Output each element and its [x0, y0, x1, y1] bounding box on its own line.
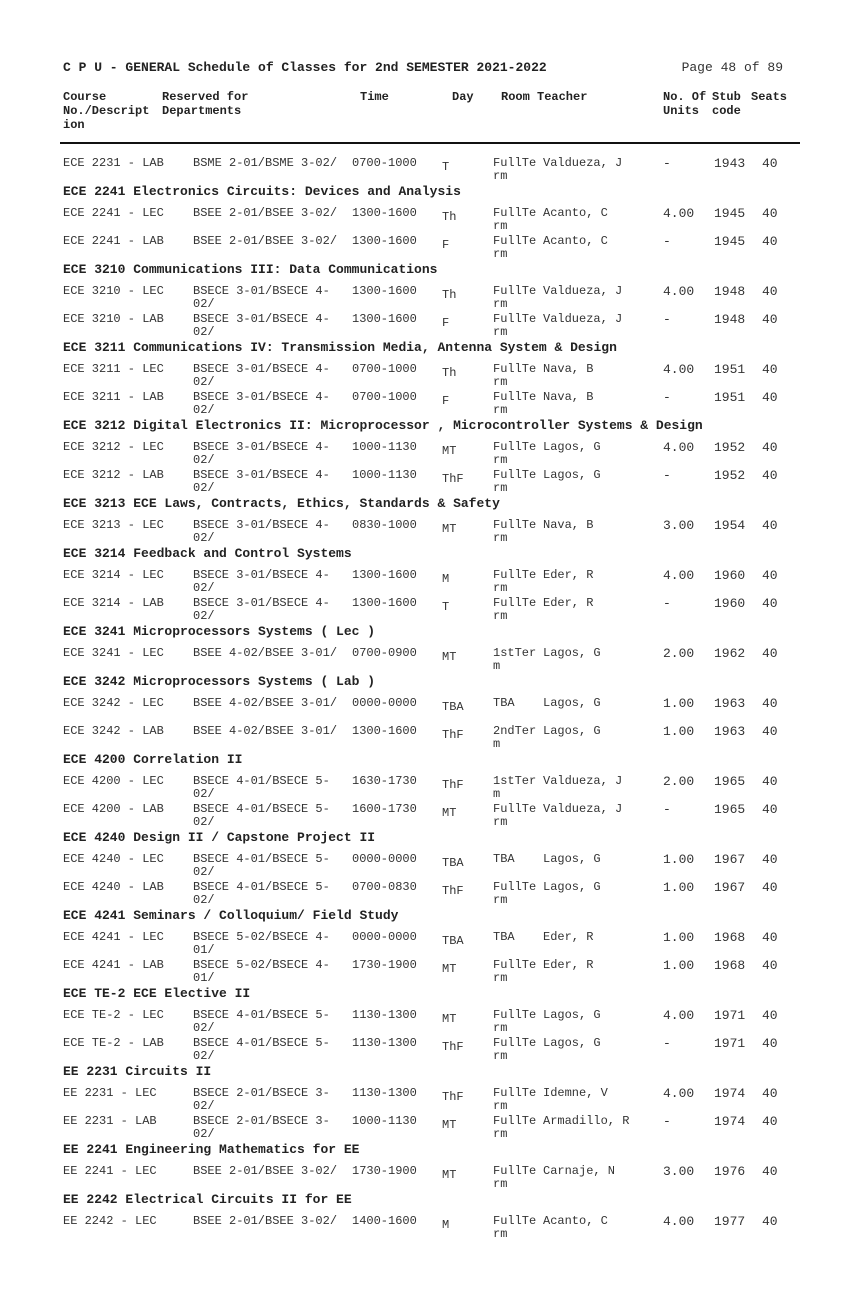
schedule-row: [0, 771, 850, 799]
course-title: ECE 2241 Electronics Circuits: Devices and Analysis: [63, 184, 461, 199]
course-code: EE 2241 - LEC: [63, 1164, 157, 1178]
units: 4.00: [663, 1008, 695, 1023]
seats: 40: [762, 568, 778, 583]
course-code: ECE 4241 - LAB: [63, 958, 164, 972]
seats: 40: [762, 1114, 778, 1129]
teacher: Lagos, G: [543, 440, 601, 454]
stub-code: 1963: [714, 696, 746, 711]
class-day: ThF: [442, 778, 464, 792]
class-day: ThF: [442, 1040, 464, 1054]
stub-code: 1965: [714, 802, 746, 817]
schedule-row: [0, 721, 850, 749]
course-code: ECE 3242 - LEC: [63, 696, 164, 710]
room: FullTe rm: [493, 596, 537, 623]
room: FullTe rm: [493, 468, 537, 495]
stub-code: 1967: [714, 852, 746, 867]
course-code: ECE 3212 - LEC: [63, 440, 164, 454]
stub-code: 1943: [714, 156, 746, 171]
units: 4.00: [663, 206, 695, 221]
stub-code: 1965: [714, 774, 746, 789]
class-time: 1600-1730: [352, 802, 417, 816]
teacher: Lagos, G: [543, 724, 601, 738]
seats: 40: [762, 284, 778, 299]
seats: 40: [762, 646, 778, 661]
class-day: TBA: [442, 934, 464, 948]
schedule-row: [0, 955, 850, 983]
units: 3.00: [663, 1164, 695, 1179]
room: FullTe rm: [493, 568, 537, 595]
units: 4.00: [663, 284, 695, 299]
class-day: T: [442, 600, 450, 614]
schedule-row: [0, 515, 850, 543]
course-code: ECE 4241 - LEC: [63, 930, 164, 944]
units: 1.00: [663, 696, 695, 711]
units: -: [663, 1114, 671, 1129]
class-time: 1000-1130: [352, 468, 417, 482]
class-time: 1300-1600: [352, 234, 417, 248]
teacher: Lagos, G: [543, 696, 601, 710]
teacher: Eder, R: [543, 930, 594, 944]
reserved-departments: BSECE 3-01/BSECE 4- 02/: [193, 518, 330, 545]
teacher: Armadillo, R: [543, 1114, 630, 1128]
teacher: Valdueza, J: [543, 774, 623, 788]
stub-code: 1960: [714, 596, 746, 611]
reserved-departments: BSEE 4-02/BSEE 3-01/: [193, 646, 338, 660]
units: 4.00: [663, 1086, 695, 1101]
course-code: ECE 2241 - LAB: [63, 234, 164, 248]
schedule-row: [0, 231, 850, 259]
seats: 40: [762, 696, 778, 711]
class-time: 0000-0000: [352, 696, 417, 710]
units: 3.00: [663, 518, 695, 533]
class-time: 0700-1000: [352, 390, 417, 404]
seats: 40: [762, 1164, 778, 1179]
schedule-row: [0, 1005, 850, 1033]
seats: 40: [762, 1086, 778, 1101]
schedule-row: [0, 387, 850, 415]
schedule-row: [0, 877, 850, 905]
page-number: Page 48 of 89: [681, 60, 783, 75]
class-day: Th: [442, 288, 457, 302]
teacher: Idemne, V: [543, 1086, 608, 1100]
class-day: T: [442, 160, 450, 174]
class-day: TBA: [442, 856, 464, 870]
seats: 40: [762, 930, 778, 945]
units: -: [663, 802, 671, 817]
class-time: 1300-1600: [352, 312, 417, 326]
course-code: ECE TE-2 - LAB: [63, 1036, 164, 1050]
units: 4.00: [663, 362, 695, 377]
room: FullTe rm: [493, 362, 537, 389]
teacher: Valdueza, J: [543, 284, 623, 298]
schedule-row: [0, 153, 850, 181]
reserved-departments: BSECE 4-01/BSECE 5- 02/: [193, 774, 330, 801]
stub-code: 1952: [714, 468, 746, 483]
reserved-departments: BSEE 2-01/BSEE 3-02/: [193, 1164, 338, 1178]
class-day: MT: [442, 444, 457, 458]
units: 4.00: [663, 1214, 695, 1229]
class-day: ThF: [442, 728, 464, 742]
stub-code: 1967: [714, 880, 746, 895]
schedule-row: [0, 203, 850, 231]
units: -: [663, 156, 671, 171]
teacher: Lagos, G: [543, 468, 601, 482]
teacher: Acanto, C: [543, 206, 608, 220]
class-day: MT: [442, 806, 457, 820]
reserved-departments: BSEE 2-01/BSEE 3-02/: [193, 1214, 338, 1228]
course-title: ECE 3242 Microprocessors Systems ( Lab ): [63, 674, 376, 689]
teacher: Lagos, G: [543, 880, 601, 894]
class-time: 1130-1300: [352, 1086, 417, 1100]
class-day: M: [442, 1218, 450, 1232]
teacher: Valdueza, J: [543, 312, 623, 326]
room: FullTe rm: [493, 234, 537, 261]
course-code: ECE 4200 - LEC: [63, 774, 164, 788]
class-time: 1130-1300: [352, 1036, 417, 1050]
room: FullTe rm: [493, 440, 537, 467]
course-code: EE 2231 - LAB: [63, 1114, 157, 1128]
reserved-departments: BSECE 4-01/BSECE 5- 02/: [193, 1008, 330, 1035]
class-time: 0700-0830: [352, 880, 417, 894]
course-title: ECE 3241 Microprocessors Systems ( Lec ): [63, 624, 376, 639]
seats: 40: [762, 852, 778, 867]
teacher: Valdueza, J: [543, 156, 623, 170]
seats: 40: [762, 802, 778, 817]
col-header-room-teacher: Room Teacher: [501, 90, 588, 104]
room: FullTe rm: [493, 880, 537, 907]
reserved-departments: BSECE 4-01/BSECE 5- 02/: [193, 880, 330, 907]
course-code: ECE 3210 - LAB: [63, 312, 164, 326]
schedule-row: [0, 565, 850, 593]
teacher: Acanto, C: [543, 234, 608, 248]
course-title: ECE 3214 Feedback and Control Systems: [63, 546, 352, 561]
units: 1.00: [663, 852, 695, 867]
class-time: 1300-1600: [352, 284, 417, 298]
units: -: [663, 468, 671, 483]
course-title: ECE 4240 Design II / Capstone Project II: [63, 830, 376, 845]
class-day: TBA: [442, 700, 464, 714]
room: FullTe rm: [493, 206, 537, 233]
schedule-row: [0, 1211, 850, 1239]
units: -: [663, 1036, 671, 1051]
stub-code: 1974: [714, 1114, 746, 1129]
reserved-departments: BSECE 4-01/BSECE 5- 02/: [193, 802, 330, 829]
schedule-row: [0, 1033, 850, 1061]
units: -: [663, 312, 671, 327]
class-time: 0000-0000: [352, 930, 417, 944]
room: FullTe rm: [493, 312, 537, 339]
room: FullTe rm: [493, 390, 537, 417]
course-title: ECE 3210 Communications III: Data Communications: [63, 262, 438, 277]
teacher: Lagos, G: [543, 1036, 601, 1050]
class-day: ThF: [442, 1090, 464, 1104]
room: FullTe rm: [493, 1164, 537, 1191]
units: 1.00: [663, 958, 695, 973]
schedule-row: [0, 643, 850, 671]
room: FullTe rm: [493, 958, 537, 985]
seats: 40: [762, 880, 778, 895]
reserved-departments: BSEE 2-01/BSEE 3-02/: [193, 206, 338, 220]
course-title: ECE 3211 Communications IV: Transmission Media, Antenna System & Design: [63, 340, 617, 355]
class-time: 0830-1000: [352, 518, 417, 532]
course-title: EE 2241 Engineering Mathematics for EE: [63, 1142, 360, 1157]
class-time: 1300-1600: [352, 724, 417, 738]
reserved-departments: BSECE 2-01/BSECE 3- 02/: [193, 1114, 330, 1141]
course-code: ECE 4240 - LEC: [63, 852, 164, 866]
stub-code: 1951: [714, 390, 746, 405]
page-title: C P U - GENERAL Schedule of Classes for 2nd SEMESTER 2021-2022: [63, 60, 547, 75]
class-time: 1730-1900: [352, 958, 417, 972]
class-time: 0700-1000: [352, 156, 417, 170]
reserved-departments: BSEE 4-02/BSEE 3-01/: [193, 696, 338, 710]
room: TBA: [493, 696, 515, 710]
course-code: ECE 3212 - LAB: [63, 468, 164, 482]
class-day: Th: [442, 366, 457, 380]
units: 1.00: [663, 724, 695, 739]
course-code: ECE 2241 - LEC: [63, 206, 164, 220]
stub-code: 1962: [714, 646, 746, 661]
teacher: Lagos, G: [543, 852, 601, 866]
schedule-row: [0, 465, 850, 493]
units: -: [663, 234, 671, 249]
seats: 40: [762, 468, 778, 483]
units: 4.00: [663, 568, 695, 583]
course-title: EE 2242 Electrical Circuits II for EE: [63, 1192, 352, 1207]
class-day: F: [442, 394, 450, 408]
teacher: Eder, R: [543, 596, 594, 610]
reserved-departments: BSECE 4-01/BSECE 5- 02/: [193, 1036, 330, 1063]
schedule-row: [0, 849, 850, 877]
teacher: Acanto, C: [543, 1214, 608, 1228]
seats: 40: [762, 312, 778, 327]
course-code: ECE 4240 - LAB: [63, 880, 164, 894]
schedule-row: [0, 1111, 850, 1139]
teacher: Nava, B: [543, 390, 594, 404]
course-code: ECE 2231 - LAB: [63, 156, 164, 170]
class-day: MT: [442, 1118, 457, 1132]
room: TBA: [493, 930, 515, 944]
seats: 40: [762, 234, 778, 249]
units: 2.00: [663, 646, 695, 661]
seats: 40: [762, 440, 778, 455]
schedule-row: [0, 437, 850, 465]
class-day: MT: [442, 962, 457, 976]
room: 1stTer m: [493, 774, 537, 801]
schedule-row: [0, 1161, 850, 1189]
stub-code: 1945: [714, 206, 746, 221]
seats: 40: [762, 1214, 778, 1229]
course-code: ECE 3242 - LAB: [63, 724, 164, 738]
seats: 40: [762, 774, 778, 789]
reserved-departments: BSME 2-01/BSME 3-02/: [193, 156, 338, 170]
col-header-stub: Stub code: [712, 90, 741, 118]
units: -: [663, 596, 671, 611]
stub-code: 1971: [714, 1008, 746, 1023]
seats: 40: [762, 724, 778, 739]
room: FullTe rm: [493, 1036, 537, 1063]
seats: 40: [762, 156, 778, 171]
reserved-departments: BSECE 4-01/BSECE 5- 02/: [193, 852, 330, 879]
class-day: MT: [442, 650, 457, 664]
room: FullTe rm: [493, 1008, 537, 1035]
room: FullTe rm: [493, 156, 537, 183]
teacher: Eder, R: [543, 958, 594, 972]
col-header-course: Course No./Descript ion: [63, 90, 150, 132]
col-header-reserved: Reserved for Departments: [162, 90, 249, 118]
course-title: ECE 3212 Digital Electronics II: Microprocessor , Microcontroller Systems & Design: [63, 418, 703, 433]
class-time: 0700-0900: [352, 646, 417, 660]
stub-code: 1963: [714, 724, 746, 739]
course-title: EE 2231 Circuits II: [63, 1064, 212, 1079]
class-day: MT: [442, 1012, 457, 1026]
col-header-time: Time: [360, 90, 389, 104]
course-title: ECE TE-2 ECE Elective II: [63, 986, 251, 1001]
reserved-departments: BSECE 3-01/BSECE 4- 02/: [193, 468, 330, 495]
teacher: Lagos, G: [543, 1008, 601, 1022]
course-title: ECE 4241 Seminars / Colloquium/ Field Study: [63, 908, 399, 923]
class-time: 1300-1600: [352, 206, 417, 220]
class-day: MT: [442, 1168, 457, 1182]
reserved-departments: BSEE 2-01/BSEE 3-02/: [193, 234, 338, 248]
teacher: Valdueza, J: [543, 802, 623, 816]
stub-code: 1945: [714, 234, 746, 249]
stub-code: 1976: [714, 1164, 746, 1179]
stub-code: 1968: [714, 930, 746, 945]
schedule-list: [0, 153, 850, 1239]
reserved-departments: BSEE 4-02/BSEE 3-01/: [193, 724, 338, 738]
seats: 40: [762, 1008, 778, 1023]
stub-code: 1948: [714, 312, 746, 327]
class-day: MT: [442, 522, 457, 536]
reserved-departments: BSECE 3-01/BSECE 4- 02/: [193, 596, 330, 623]
schedule-row: [0, 281, 850, 309]
stub-code: 1948: [714, 284, 746, 299]
teacher: Nava, B: [543, 362, 594, 376]
class-time: 1130-1300: [352, 1008, 417, 1022]
room: FullTe rm: [493, 1214, 537, 1241]
stub-code: 1968: [714, 958, 746, 973]
schedule-row: [0, 593, 850, 621]
stub-code: 1952: [714, 440, 746, 455]
reserved-departments: BSECE 3-01/BSECE 4- 02/: [193, 362, 330, 389]
seats: 40: [762, 518, 778, 533]
room: TBA: [493, 852, 515, 866]
class-time: 1630-1730: [352, 774, 417, 788]
stub-code: 1954: [714, 518, 746, 533]
seats: 40: [762, 362, 778, 377]
seats: 40: [762, 206, 778, 221]
reserved-departments: BSECE 3-01/BSECE 4- 02/: [193, 284, 330, 311]
course-code: ECE 3211 - LAB: [63, 390, 164, 404]
class-day: ThF: [442, 884, 464, 898]
course-code: ECE 3241 - LEC: [63, 646, 164, 660]
course-code: EE 2231 - LEC: [63, 1086, 157, 1100]
seats: 40: [762, 390, 778, 405]
schedule-row: [0, 359, 850, 387]
seats: 40: [762, 596, 778, 611]
class-time: 1400-1600: [352, 1214, 417, 1228]
class-day: Th: [442, 210, 457, 224]
class-day: M: [442, 572, 450, 586]
course-code: EE 2242 - LEC: [63, 1214, 157, 1228]
teacher: Lagos, G: [543, 646, 601, 660]
room: FullTe rm: [493, 1114, 537, 1141]
col-header-units: No. Of Units: [663, 90, 707, 118]
class-time: 1000-1130: [352, 440, 417, 454]
class-day: F: [442, 238, 450, 252]
class-time: 1300-1600: [352, 596, 417, 610]
units: -: [663, 390, 671, 405]
stub-code: 1971: [714, 1036, 746, 1051]
class-day: ThF: [442, 472, 464, 486]
class-time: 0700-1000: [352, 362, 417, 376]
col-header-seats: Seats: [751, 90, 788, 104]
units: 2.00: [663, 774, 695, 789]
reserved-departments: BSECE 3-01/BSECE 4- 02/: [193, 440, 330, 467]
room: FullTe rm: [493, 284, 537, 311]
class-time: 1000-1130: [352, 1114, 417, 1128]
stub-code: 1977: [714, 1214, 746, 1229]
course-code: ECE 3214 - LEC: [63, 568, 164, 582]
units: 4.00: [663, 440, 695, 455]
schedule-row: [0, 927, 850, 955]
header-divider: [60, 142, 800, 144]
room: 2ndTer m: [493, 724, 537, 751]
teacher: Nava, B: [543, 518, 594, 532]
course-code: ECE 3210 - LEC: [63, 284, 164, 298]
col-header-day: Day: [452, 90, 474, 104]
units: 1.00: [663, 880, 695, 895]
room: FullTe rm: [493, 1086, 537, 1113]
class-time: 1730-1900: [352, 1164, 417, 1178]
stub-code: 1960: [714, 568, 746, 583]
room: 1stTer m: [493, 646, 537, 673]
course-title: ECE 3213 ECE Laws, Contracts, Ethics, Standards & Safety: [63, 496, 500, 511]
class-day: F: [442, 316, 450, 330]
schedule-row: [0, 309, 850, 337]
reserved-departments: BSECE 5-02/BSECE 4- 01/: [193, 958, 330, 985]
course-code: ECE TE-2 - LEC: [63, 1008, 164, 1022]
seats: 40: [762, 1036, 778, 1051]
schedule-row: [0, 1083, 850, 1111]
course-title: ECE 4200 Correlation II: [63, 752, 243, 767]
reserved-departments: BSECE 3-01/BSECE 4- 02/: [193, 312, 330, 339]
room: FullTe rm: [493, 518, 537, 545]
class-time: 0000-0000: [352, 852, 417, 866]
reserved-departments: BSECE 3-01/BSECE 4- 02/: [193, 390, 330, 417]
teacher: Eder, R: [543, 568, 594, 582]
room: FullTe rm: [493, 802, 537, 829]
teacher: Carnaje, N: [543, 1164, 616, 1178]
schedule-row: [0, 799, 850, 827]
schedule-row: [0, 693, 850, 721]
reserved-departments: BSECE 5-02/BSECE 4- 01/: [193, 930, 330, 957]
seats: 40: [762, 958, 778, 973]
reserved-departments: BSECE 3-01/BSECE 4- 02/: [193, 568, 330, 595]
course-code: ECE 3211 - LEC: [63, 362, 164, 376]
class-time: 1300-1600: [352, 568, 417, 582]
course-code: ECE 4200 - LAB: [63, 802, 164, 816]
course-code: ECE 3214 - LAB: [63, 596, 164, 610]
stub-code: 1974: [714, 1086, 746, 1101]
units: 1.00: [663, 930, 695, 945]
reserved-departments: BSECE 2-01/BSECE 3- 02/: [193, 1086, 330, 1113]
stub-code: 1951: [714, 362, 746, 377]
course-code: ECE 3213 - LEC: [63, 518, 164, 532]
